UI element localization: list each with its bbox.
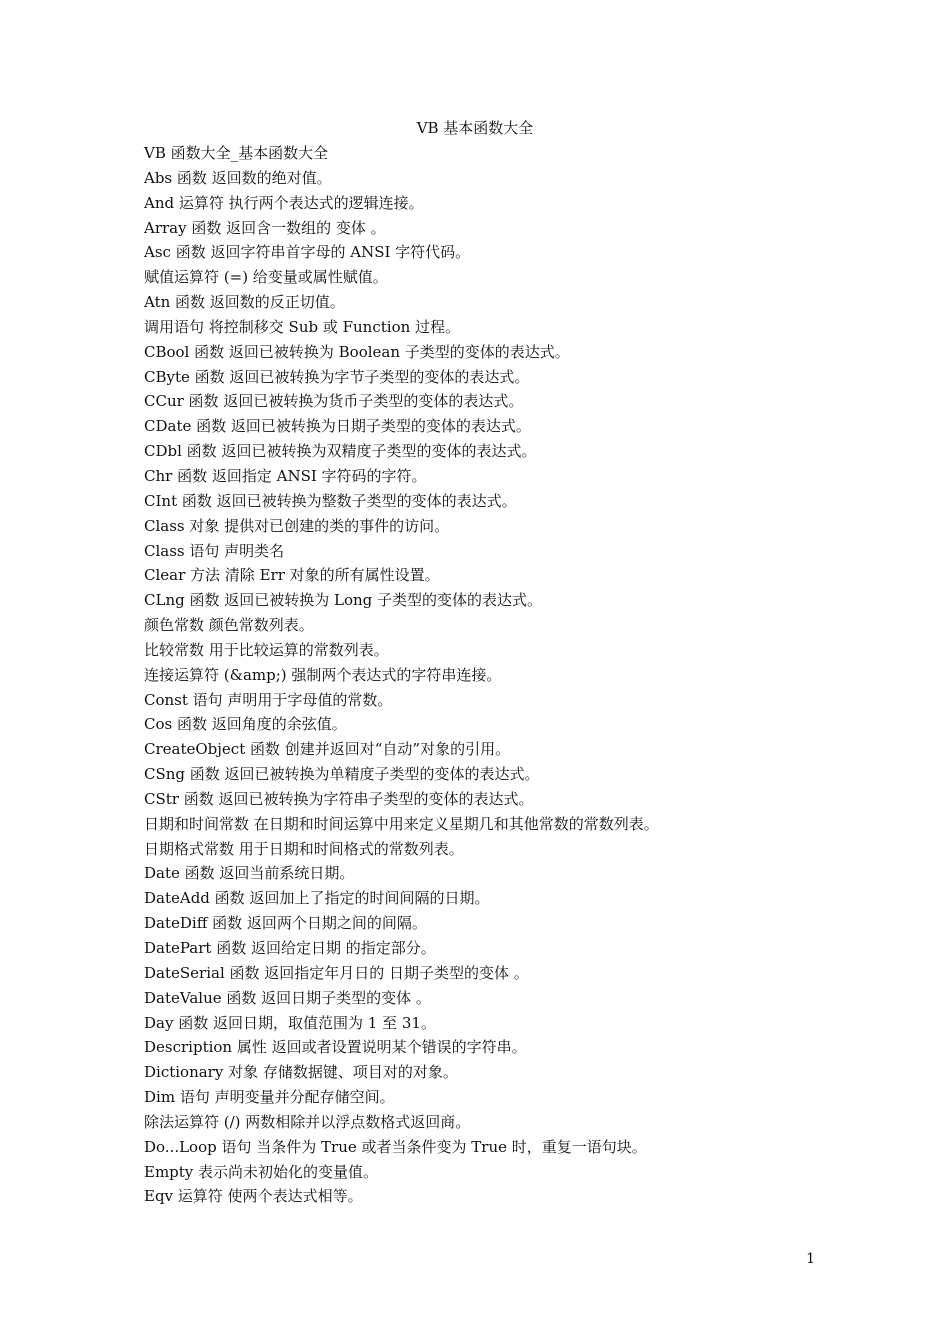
text-line: CInt 函数 返回已被转换为整数子类型的变体的表达式。	[144, 491, 517, 510]
text-line: CDbl 函数 返回已被转换为双精度子类型的变体的表达式。	[144, 442, 537, 461]
text-line: And 运算符 执行两个表达式的逻辑连接。	[144, 193, 424, 212]
text-line: DateDiff 函数 返回两个日期之间的间隔。	[144, 914, 427, 933]
text-line: Abs 函数 返回数的绝对值。	[144, 168, 332, 187]
text-line: DatePart 函数 返回给定日期 的指定部分。	[144, 939, 436, 957]
text-line: Class 语句 声明类名	[144, 541, 285, 560]
text-line: Chr 函数 返回指定 ANSI 字符码的字符。	[144, 466, 427, 485]
text-line: Day 函数 返回日期，取值范围为 1 至 31。	[144, 1013, 436, 1032]
text-line: 赋值运算符 (=) 给变量或属性赋值。	[144, 268, 388, 287]
text-line: 除法运算符 (/) 两数相除并以浮点数格式返回商。	[144, 1112, 471, 1131]
text-line: Date 函数 返回当前系统日期。	[144, 864, 355, 883]
text-line: CBool 函数 返回已被转换为 Boolean 子类型的变体的表达式。	[144, 342, 570, 361]
text-line: Clear 方法 清除 Err 对象的所有属性设置。	[144, 566, 440, 585]
text-line: Asc 函数 返回字符串首字母的 ANSI 字符代码。	[144, 243, 471, 262]
page-number: 1	[806, 1251, 815, 1267]
text-line: Dim 语句 声明变量并分配存储空间。	[144, 1088, 395, 1107]
text-line: CreateObject 函数 创建并返回对“自动”对象的引用。	[144, 740, 511, 759]
text-line: 比较常数 用于比较运算的常数列表。	[144, 640, 389, 659]
text-line: CDate 函数 返回已被转换为日期子类型的变体的表达式。	[144, 417, 531, 436]
text-line: CByte 函数 返回已被转换为字节子类型的变体的表达式。	[144, 367, 530, 386]
text-line: Atn 函数 返回数的反正切值。	[144, 293, 345, 312]
text-line: Eqv 运算符 使两个表达式相等。	[144, 1187, 363, 1206]
text-line: Cos 函数 返回角度的余弦值。	[144, 715, 347, 734]
text-line: 连接运算符 (&amp;) 强制两个表达式的字符串连接。	[144, 665, 502, 684]
text-line: CLng 函数 返回已被转换为 Long 子类型的变体的表达式。	[144, 591, 543, 610]
text-line: Dictionary 对象 存储数据键、项目对的对象。	[144, 1063, 458, 1082]
text-line: Class 对象 提供对已创建的类的事件的访问。	[144, 516, 450, 535]
function-list	[144, 143, 924, 1211]
text-line: CStr 函数 返回已被转换为字符串子类型的变体的表达式。	[144, 789, 534, 808]
document-title: VB 基本函数大全	[416, 119, 534, 137]
text-line: DateValue 函数 返回日期子类型的变体 。	[144, 988, 431, 1007]
text-line: 日期和时间常数 在日期和时间运算中用来定义星期几和其他常数的常数列表。	[144, 814, 659, 833]
text-line: CCur 函数 返回已被转换为货币子类型的变体的表达式。	[144, 392, 524, 411]
text-line: Const 语句 声明用于字母值的常数。	[144, 690, 393, 709]
text-line: Description 属性 返回或者设置说明某个错误的字符串。	[144, 1038, 527, 1057]
text-line: 颜色常数 颜色常数列表。	[144, 616, 314, 635]
text-line: DateAdd 函数 返回加上了指定的时间间隔的日期。	[144, 889, 490, 908]
text-line: 日期格式常数 用于日期和时间格式的常数列表。	[144, 839, 464, 858]
text-line: CSng 函数 返回已被转换为单精度子类型的变体的表达式。	[144, 765, 540, 784]
text-line: VB 函数大全_基本函数大全	[144, 144, 329, 162]
text-line: Do...Loop 语句 当条件为 True 或者当条件变为 True 时，重复一语句块。	[144, 1137, 647, 1156]
text-line: Empty 表示尚未初始化的变量值。	[144, 1162, 379, 1181]
text-line: DateSerial 函数 返回指定年月日的 日期子类型的变体 。	[144, 963, 529, 982]
text-line: Array 函数 返回含一数组的 变体 。	[144, 218, 386, 237]
text-line: 调用语句 将控制移交 Sub 或 Function 过程。	[144, 317, 461, 336]
